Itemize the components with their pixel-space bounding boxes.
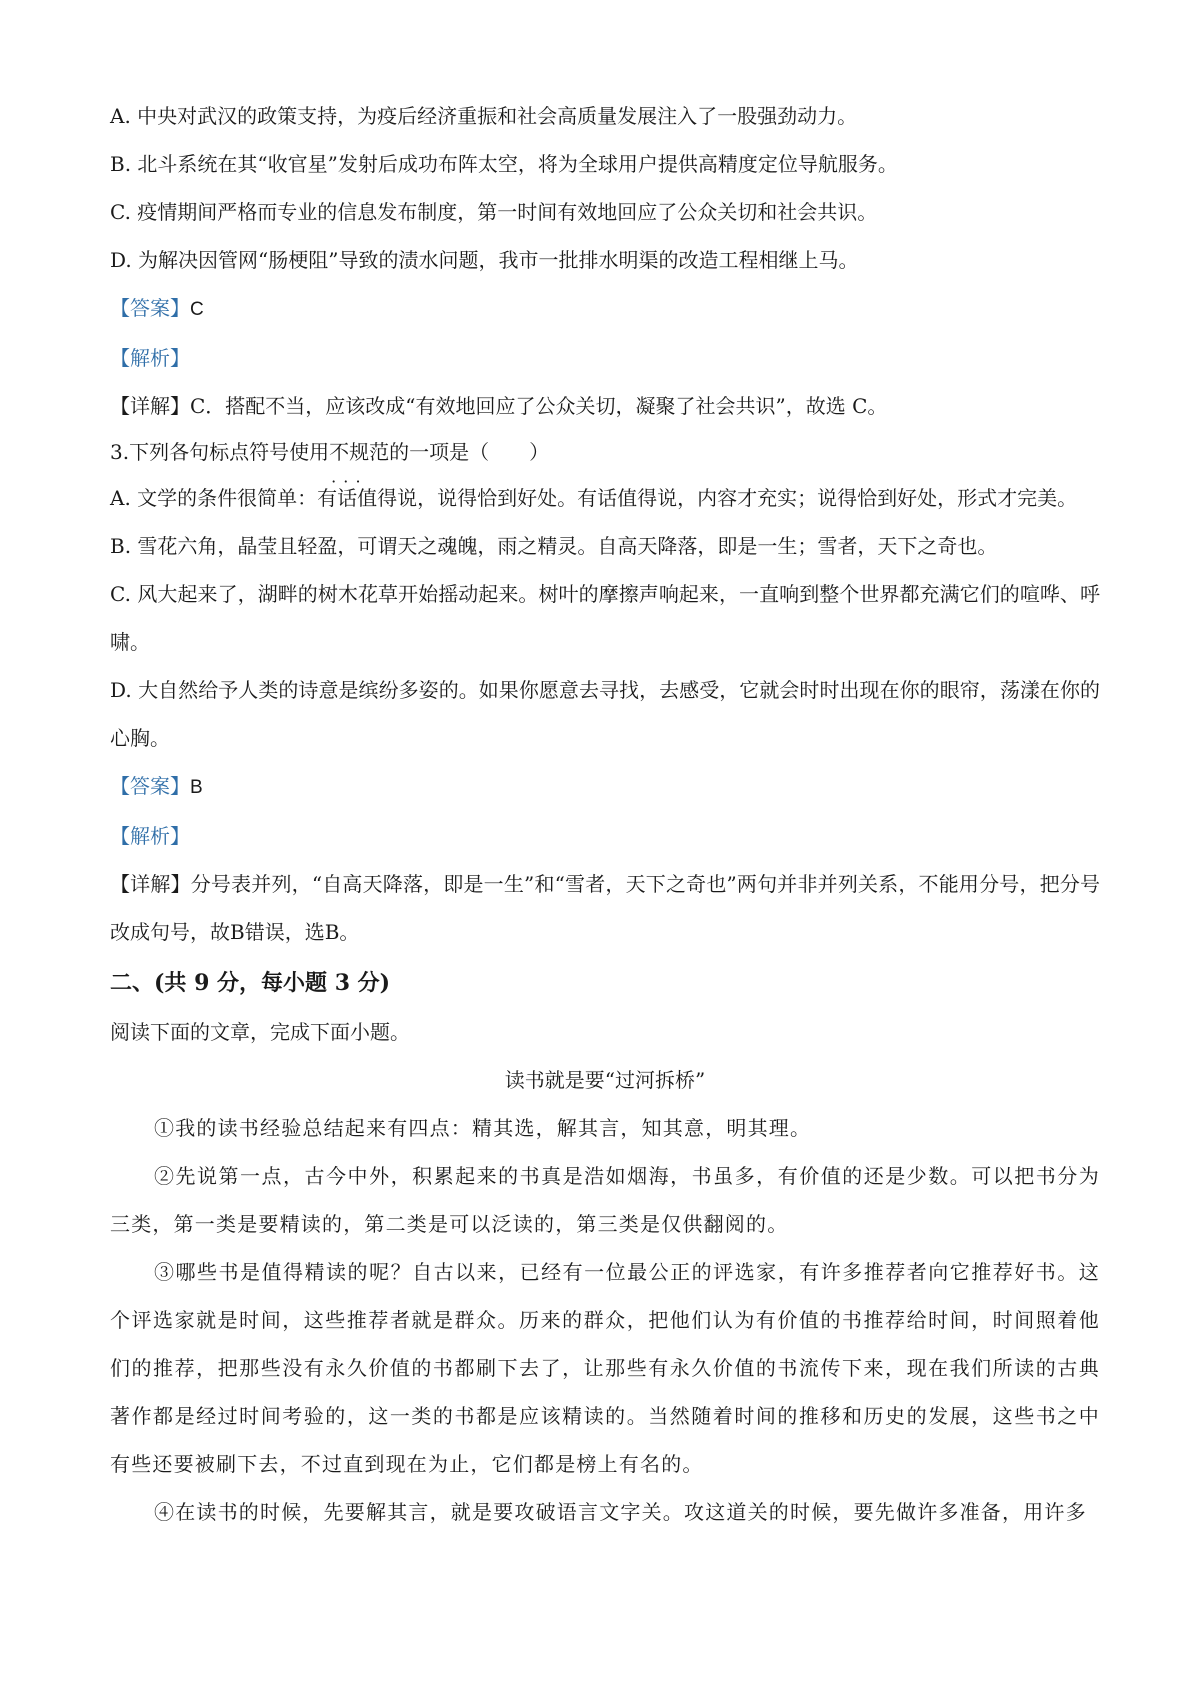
q3-detail-tag: 【详解】 xyxy=(110,872,191,896)
document-page xyxy=(110,92,1100,1536)
q3-answer xyxy=(110,762,1100,812)
q3-option-c: C. 风大起来了，湖畔的树木花草开始摇动起来。树叶的摩擦声响起来，一直响到整个世界都充满它们的喧哗、呼啸。 xyxy=(110,582,1100,654)
q3-detail xyxy=(110,860,1100,956)
q3-head-marked: 不规范 · · · xyxy=(329,440,389,464)
article-paragraph-4: ④在读书的时候，先要解其言，就是要攻破语言文字关。攻这道关的时候，要先做许多准备，用许多 xyxy=(154,1500,1087,1524)
q2-answer-tag: 【答案】 xyxy=(110,296,190,320)
q2-detail xyxy=(110,382,1100,430)
q3-question xyxy=(110,430,1100,474)
article-paragraph-3: ③哪些书是值得精读的呢？自古以来，已经有一位最公正的评选家，有许多推荐者向它推荐好书。这个评选家就是时间，这些推荐者就是群众。历来的群众，把他们认为有价值的书推荐给时间，时间照着他们的推荐，把那些没有永久价值的书都刷下去了，让那些有永久价值的书流传下来，现在我们所读的古典著作都是经过时间考验的，这一类的书都是应该精读的。当然随着时间的推移和历史的发展，这些书之中有些还要被刷下去，不过直到现在为止，它们都是榜上有名的。 xyxy=(110,1260,1100,1476)
q3-head-before: 3.下列各句标点符号使用 xyxy=(110,440,330,464)
section-heading: 二、(共 9 分，每小题 3 分) xyxy=(110,970,391,996)
q2-options xyxy=(110,92,1100,284)
q2-option-a: A. 中央对武汉的政策支持，为疫后经济重振和社会高质量发展注入了一股强劲动力。 xyxy=(110,104,858,128)
q3-analysis-tag: 【解析】 xyxy=(110,824,190,848)
article-paragraph-1: ①我的读书经验总结起来有四点：精其选，解其言，知其意，明其理。 xyxy=(154,1116,812,1140)
q2-detail-tag: 【详解】 xyxy=(110,394,190,418)
q2-option-b: B. 北斗系统在其“收官星”发射后成功布阵太空，将为全球用户提供高精度定位导航服务。 xyxy=(110,152,898,176)
q2-analysis xyxy=(110,334,1100,382)
q3-option-a: A. 文学的条件很简单：有话值得说，说得恰到好处。有话值得说，内容才充实；说得恰到好处，形式才完美。 xyxy=(110,486,1078,510)
q2-answer xyxy=(110,284,1100,334)
q3-answer-tag: 【答案】 xyxy=(110,774,190,798)
q2-option-c: C. 疫情期间严格而专业的信息发布制度，第一时间有效地回应了公众关切和社会共识。 xyxy=(110,200,878,224)
article-body xyxy=(110,1104,1100,1536)
q3-answer-value: B xyxy=(190,777,203,798)
q3-option-b: B. 雪花六角，晶莹且轻盈，可谓天之魂魄，雨之精灵。自高天降落，即是一生；雪者，天下之奇也。 xyxy=(110,534,998,558)
q2-analysis-tag: 【解析】 xyxy=(110,346,190,370)
q2-answer-value: C xyxy=(190,299,204,320)
q3-detail-text: 分号表并列，“自高天降落，即是一生”和“雪者，天下之奇也”两句并非并列关系，不能用分号，把分号改成句号，故B错误，选B。 xyxy=(110,872,1100,944)
q3-head-after: 的一项是（ ） xyxy=(389,440,550,464)
q2-detail-text: C．搭配不当，应该改成“有效地回应了公众关切，凝聚了社会共识”，故选 C。 xyxy=(190,394,888,418)
article-paragraph-2: ②先说第一点，古今中外，积累起来的书真是浩如烟海，书虽多，有价值的还是少数。可以把书分为三类，第一类是要精读的，第二类是可以泛读的，第三类是仅供翻阅的。 xyxy=(110,1164,1100,1236)
section-instruction: 阅读下面的文章，完成下面小题。 xyxy=(110,1020,410,1044)
article-title: 读书就是要“过河拆桥” xyxy=(504,1068,706,1092)
q2-option-d: D. 为解决因管网“肠梗阻”导致的渍水问题，我市一批排水明渠的改造工程相继上马。 xyxy=(110,248,859,272)
q3-options xyxy=(110,474,1100,762)
q3-option-d: D. 大自然给予人类的诗意是缤纷多姿的。如果你愿意去寻找，去感受，它就会时时出现在你的眼帘，荡漾在你的心胸。 xyxy=(110,678,1100,750)
q3-analysis xyxy=(110,812,1100,860)
